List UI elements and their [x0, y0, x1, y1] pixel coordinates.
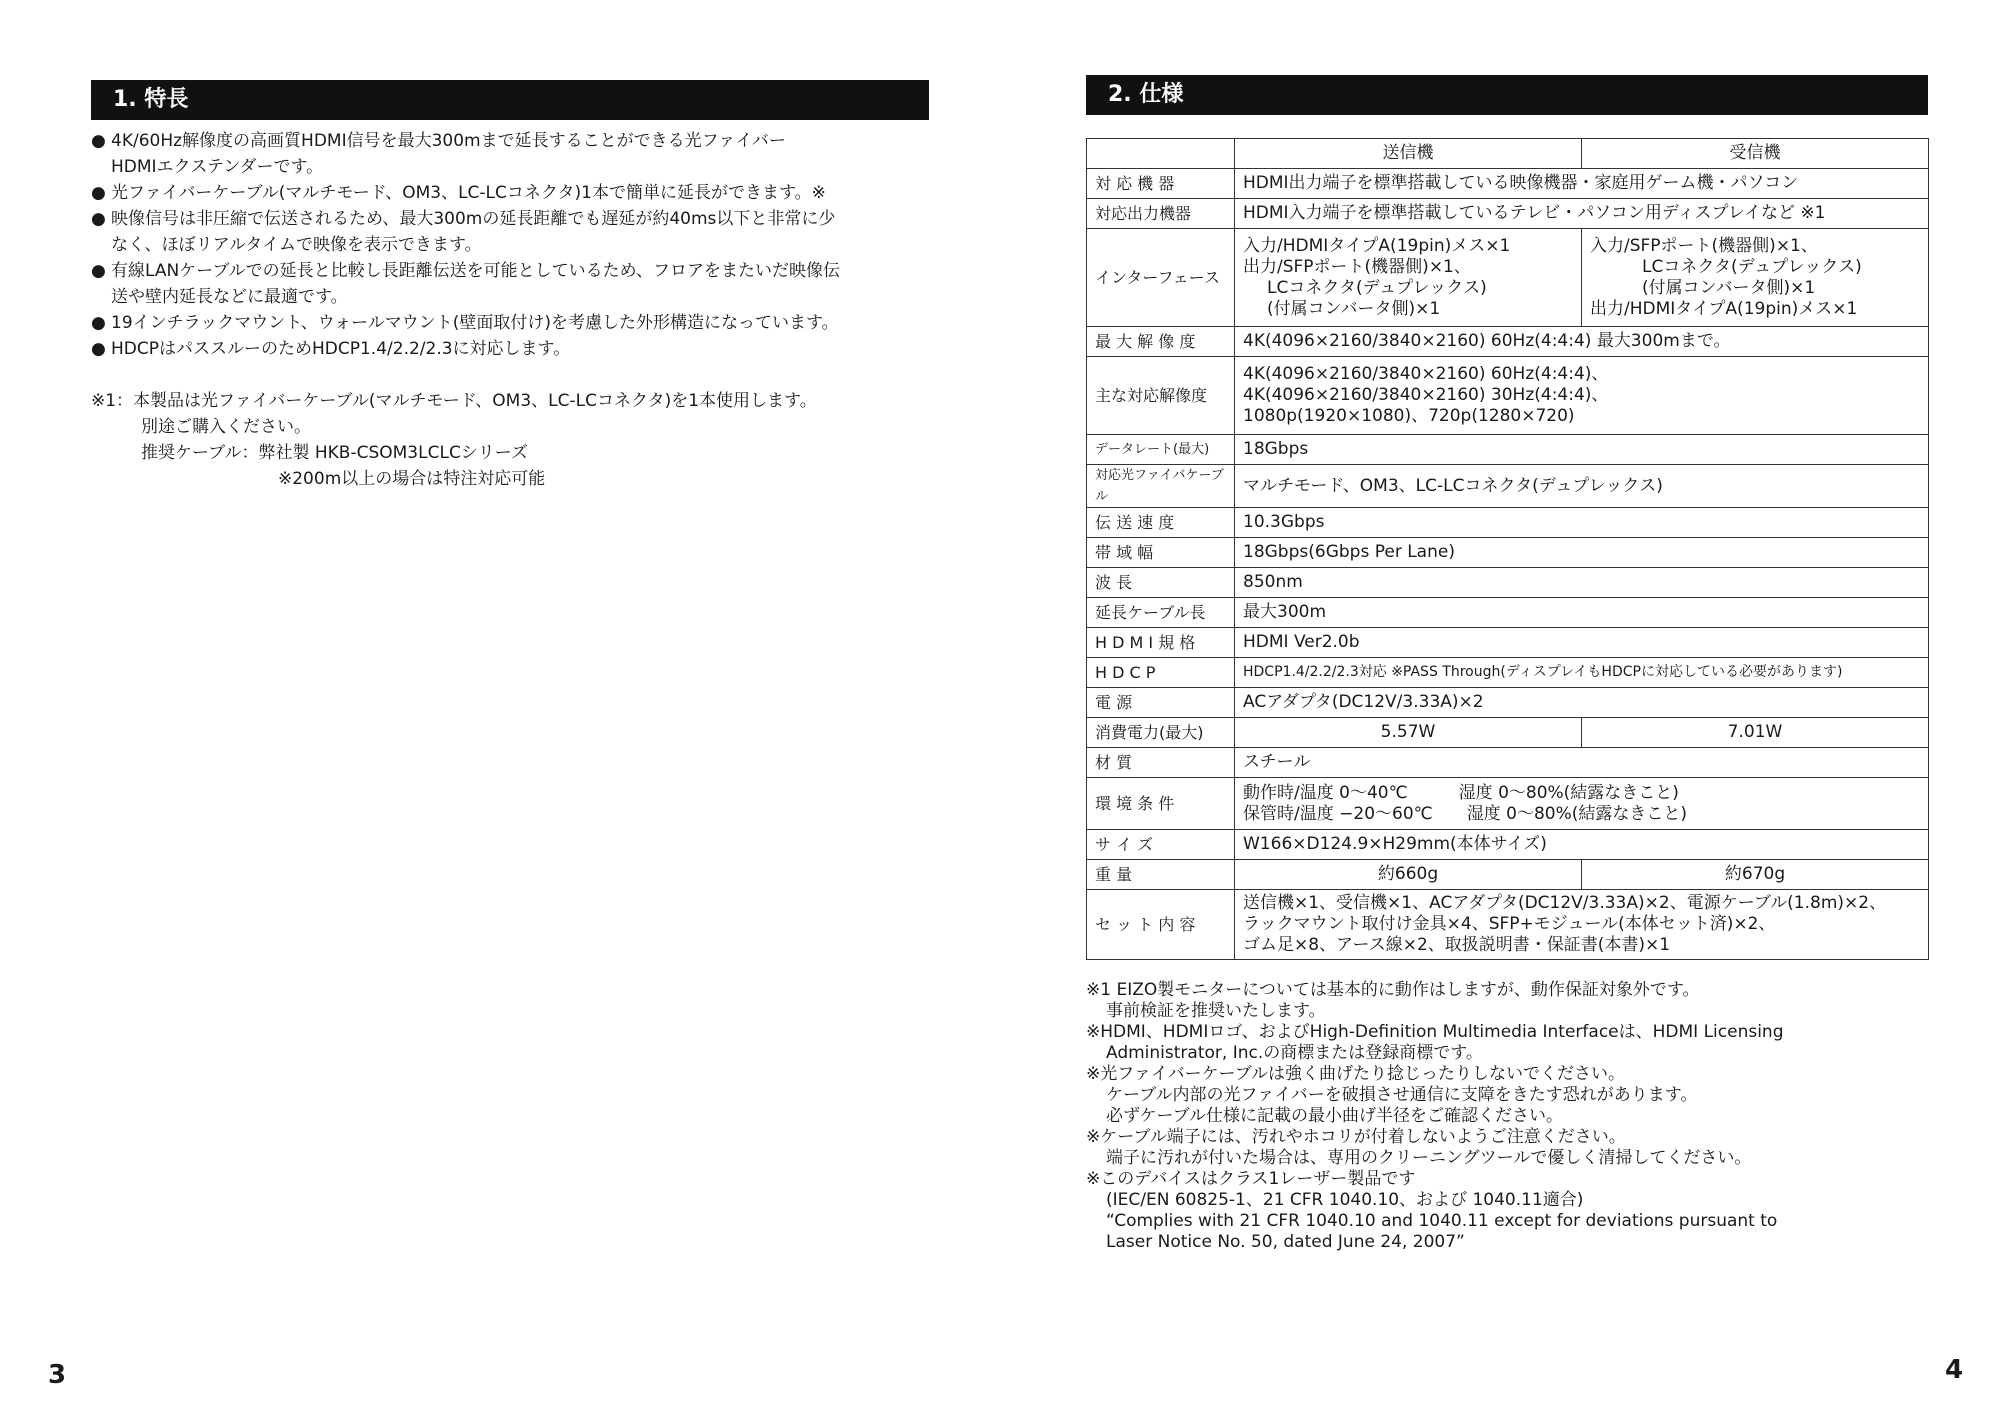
- row-value: [1235, 890, 1929, 960]
- table-row: [1087, 598, 1929, 628]
- note-line: ※200m以上の場合は特注対応可能: [278, 469, 546, 489]
- value-line: 動作時/温度 0～40℃ 湿度 0～80%(結露なきこと): [1243, 782, 1679, 803]
- row-value: HDMI出力端子を標準搭載している映像機器・家庭用ゲーム機・パソコン: [1235, 169, 1929, 199]
- row-value: 最大300m: [1235, 598, 1929, 628]
- bullet-icon: ●: [91, 313, 106, 333]
- row-label: 環 境 条 件: [1087, 778, 1235, 830]
- note-cable: [91, 388, 941, 492]
- table-row: [1087, 169, 1929, 199]
- row-value-rx: [1582, 229, 1929, 327]
- bullet-icon: ●: [91, 209, 106, 229]
- bullet-icon: ●: [91, 131, 106, 151]
- section-title-spec: 2. 仕様: [1086, 75, 1928, 115]
- row-label: H D C P: [1087, 658, 1235, 688]
- table-row: [1087, 718, 1929, 748]
- row-value-tx: [1235, 229, 1582, 327]
- row-value: [1235, 357, 1929, 435]
- table-row: [1087, 830, 1929, 860]
- note-line: 端子に汚れが付いた場合は、専用のクリーニングツールで優しく清掃してください。: [1106, 1148, 1752, 1168]
- value-line: 1080p(1920×1080)、720p(1280×720): [1243, 406, 1575, 426]
- row-value: HDMI Ver2.0b: [1235, 628, 1929, 658]
- value-line: 4K(4096×2160/3840×2160) 30Hz(4:4:4)、: [1243, 385, 1609, 405]
- value-line: 4K(4096×2160/3840×2160) 60Hz(4:4:4)、: [1243, 364, 1609, 384]
- spec-notes: [1086, 980, 1928, 1253]
- row-label: 電 源: [1087, 688, 1235, 718]
- row-label: サ イ ズ: [1087, 830, 1235, 860]
- table-corner: [1087, 139, 1235, 169]
- table-row: [1087, 508, 1929, 538]
- value-line: ゴム足×8、アース線×2、取扱説明書・保証書(本書)×1: [1243, 935, 1671, 955]
- row-value: 18Gbps(6Gbps Per Lane): [1235, 538, 1929, 568]
- feature-text: 送や壁内延長などに最適です。: [111, 287, 348, 307]
- note-line: ケーブル内部の光ファイバーを破損させ通信に支障をきたす恐れがあります。: [1106, 1085, 1698, 1105]
- bullet-icon: ●: [91, 183, 106, 203]
- list-item: [91, 310, 941, 336]
- row-value-tx: 5.57W: [1235, 718, 1582, 748]
- row-value: 4K(4096×2160/3840×2160) 60Hz(4:4:4) 最大300mまで。: [1235, 327, 1929, 357]
- row-label: 延長ケーブル長: [1087, 598, 1235, 628]
- row-label: 最 大 解 像 度: [1087, 327, 1235, 357]
- note-line: (IEC/EN 60825-1、21 CFR 1040.10、および 1040.11適合): [1106, 1190, 1584, 1210]
- row-value: ACアダプタ(DC12V/3.33A)×2: [1235, 688, 1929, 718]
- table-row: [1087, 229, 1929, 327]
- table-row: [1087, 435, 1929, 465]
- row-label: 伝 送 速 度: [1087, 508, 1235, 538]
- bullet-icon: ●: [91, 261, 106, 281]
- row-label: 波 長: [1087, 568, 1235, 598]
- value-line: (付属コンバータ側)×1: [1267, 298, 1441, 319]
- note-line: “Complies with 21 CFR 1040.10 and 1040.11 except for deviations pursuant to: [1106, 1211, 1778, 1231]
- note-line: 事前検証を推奨いたします。: [1106, 1001, 1326, 1021]
- value-line: LCコネクタ(デュプレックス): [1642, 256, 1862, 277]
- page-number-left: 3: [48, 1360, 67, 1390]
- row-value: HDMI入力端子を標準搭載しているテレビ・パソコン用ディスプレイなど ※1: [1235, 199, 1929, 229]
- value-line: LCコネクタ(デュプレックス): [1267, 277, 1487, 298]
- row-value: スチール: [1235, 748, 1929, 778]
- features-list: [91, 128, 941, 362]
- table-row: [1087, 199, 1929, 229]
- table-row: [1087, 860, 1929, 890]
- column-header-rx: 受信機: [1582, 139, 1929, 169]
- table-row: [1087, 658, 1929, 688]
- note-line: Administrator, Inc.の商標または登録商標です。: [1106, 1043, 1483, 1063]
- section-title-features: 1. 特長: [91, 80, 929, 120]
- row-label: 対 応 機 器: [1087, 169, 1235, 199]
- note-line: ※1 EIZO製モニターについては基本的に動作はしますが、動作保証対象外です。: [1086, 980, 1700, 1000]
- feature-text: なく、ほぼリアルタイムで映像を表示できます。: [111, 235, 482, 255]
- value-line: 出力/SFPポート(機器側)×1、: [1243, 256, 1471, 277]
- row-label: 重 量: [1087, 860, 1235, 890]
- note-line: ※HDMI、HDMIロゴ、およびHigh-Definition Multimedia Interfaceは、HDMI Licensing: [1086, 1022, 1784, 1042]
- table-row: [1087, 465, 1929, 508]
- note-line: ※ケーブル端子には、汚れやホコリが付着しないようご注意ください。: [1086, 1127, 1626, 1147]
- row-label: 対応光ファイバケーブル: [1087, 465, 1235, 508]
- page-number-right: 4: [1945, 1355, 1964, 1385]
- row-label: セ ッ ト 内 容: [1087, 890, 1235, 960]
- row-value: マルチモード、OM3、LC-LCコネクタ(デュプレックス): [1235, 465, 1929, 508]
- note-line: Laser Notice No. 50, dated June 24, 2007”: [1106, 1232, 1465, 1252]
- row-label: 帯 域 幅: [1087, 538, 1235, 568]
- feature-text: HDMIエクステンダーです。: [111, 157, 324, 177]
- row-label: インターフェース: [1087, 229, 1235, 327]
- table-row: [1087, 688, 1929, 718]
- row-label: H D M I 規 格: [1087, 628, 1235, 658]
- value-line: 入力/HDMIタイプA(19pin)メス×1: [1243, 235, 1511, 256]
- value-line: (付属コンバータ側)×1: [1642, 277, 1816, 298]
- value-line: 送信機×1、受信機×1、ACアダプタ(DC12V/3.33A)×2、電源ケーブル(1.8m)×2、: [1243, 893, 1887, 913]
- note-line: 推奨ケーブル：弊社製 HKB-CSOM3LCLCシリーズ: [141, 443, 528, 463]
- feature-text: 19インチラックマウント、ウォールマウント(壁面取付け)を考慮した外形構造になっています。: [111, 313, 839, 333]
- row-value: HDCP1.4/2.2/2.3対応 ※PASS Through(ディスプレイもHDCPに対応している必要があります): [1235, 658, 1929, 688]
- feature-text: 映像信号は非圧縮で伝送されるため、最大300mの延長距離でも遅延が約40ms以下と非常に少: [111, 209, 836, 229]
- note-line: 必ずケーブル仕様に記載の最小曲げ半径をご確認ください。: [1106, 1106, 1563, 1126]
- value-line: 出力/HDMIタイプA(19pin)メス×1: [1590, 298, 1858, 319]
- list-item: [91, 258, 941, 310]
- row-value: W166×D124.9×H29mm(本体サイズ): [1235, 830, 1929, 860]
- list-item: [91, 206, 941, 258]
- table-row: [1087, 538, 1929, 568]
- list-item: [91, 128, 941, 180]
- table-row: [1087, 327, 1929, 357]
- row-label: 材 質: [1087, 748, 1235, 778]
- row-value: [1235, 778, 1929, 830]
- table-row: [1087, 890, 1929, 960]
- table-row: [1087, 778, 1929, 830]
- bullet-icon: ●: [91, 339, 106, 359]
- row-value: 18Gbps: [1235, 435, 1929, 465]
- table-row: [1087, 748, 1929, 778]
- row-value: 850nm: [1235, 568, 1929, 598]
- value-line: 保管時/温度 −20～60℃ 湿度 0～80%(結露なきこと): [1243, 803, 1687, 824]
- note-line: ※1：本製品は光ファイバーケーブル(マルチモード、OM3、LC-LCコネクタ)を1本使用します。: [91, 391, 817, 411]
- note-line: ※このデバイスはクラス1レーザー製品です: [1086, 1169, 1416, 1189]
- feature-text: 光ファイバーケーブル(マルチモード、OM3、LC-LCコネクタ)1本で簡単に延長ができます。※: [111, 183, 826, 203]
- row-label: 対応出力機器: [1087, 199, 1235, 229]
- note-line: 別途ご購入ください。: [141, 417, 311, 437]
- table-row: [1087, 139, 1929, 169]
- row-label: 消費電力(最大): [1087, 718, 1235, 748]
- row-value-rx: 7.01W: [1582, 718, 1929, 748]
- feature-text: HDCPはパススルーのためHDCP1.4/2.2/2.3に対応します。: [111, 339, 571, 359]
- list-item: [91, 336, 941, 362]
- row-label: データレート(最大): [1087, 435, 1235, 465]
- list-item: [91, 180, 941, 206]
- row-value-rx: 約670g: [1582, 860, 1929, 890]
- row-value-tx: 約660g: [1235, 860, 1582, 890]
- value-line: 入力/SFPポート(機器側)×1、: [1590, 235, 1818, 256]
- note-line: ※光ファイバーケーブルは強く曲げたり捻じったりしないでください。: [1086, 1064, 1626, 1084]
- row-label: 主な対応解像度: [1087, 357, 1235, 435]
- table-row: [1087, 628, 1929, 658]
- row-value: 10.3Gbps: [1235, 508, 1929, 538]
- feature-text: 有線LANケーブルでの延長と比較し長距離伝送を可能としているため、フロアをまたいだ映像伝: [111, 261, 840, 281]
- spec-table: [1086, 138, 1929, 960]
- column-header-tx: 送信機: [1235, 139, 1582, 169]
- table-row: [1087, 357, 1929, 435]
- table-row: [1087, 568, 1929, 598]
- value-line: ラックマウント取付け金具×4、SFP+モジュール(本体セット済)×2、: [1243, 914, 1776, 934]
- feature-text: 4K/60Hz解像度の高画質HDMI信号を最大300mまで延長することができる光ファイバー: [111, 131, 786, 151]
